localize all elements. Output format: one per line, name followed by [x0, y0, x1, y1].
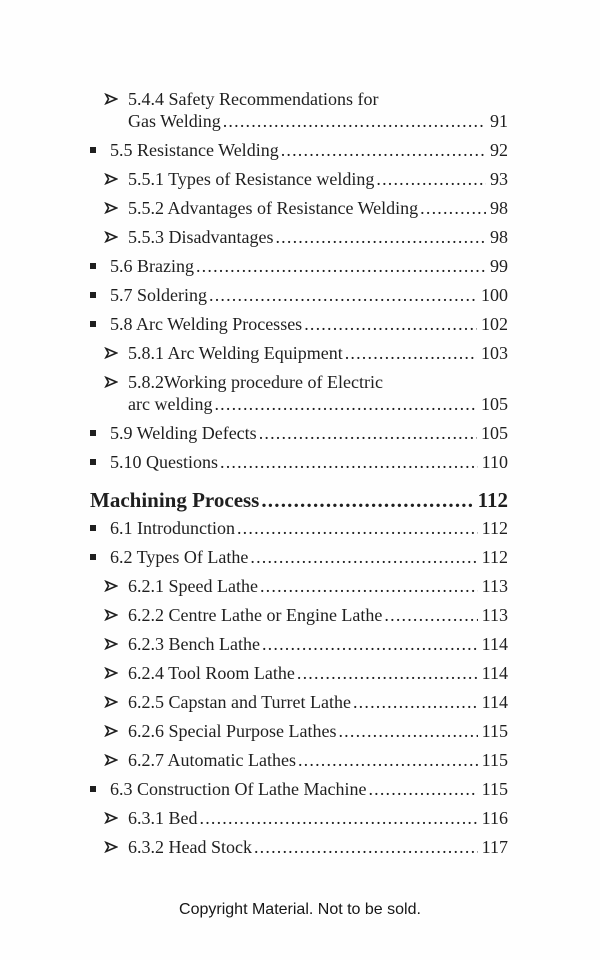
toc-entry-label: 6.2.4 Tool Room Lathe	[128, 663, 295, 683]
toc-entry-label: 5.5.3 Disadvantages	[128, 227, 274, 247]
toc-entry-label: 6.2 Types Of Lathe	[110, 547, 249, 567]
toc-entry-label: 6.2.3 Bench Lathe	[128, 634, 260, 654]
dot-leader	[275, 226, 486, 248]
toc-entry-label: 5.5.2 Advantages of Resistance Welding	[128, 198, 419, 218]
toc-entry-label: 6.2.7 Automatic Lathes	[128, 750, 296, 770]
toc-entry[interactable]	[0, 88, 508, 132]
toc-entry-label: 5.6 Brazing	[110, 256, 194, 276]
toc-entry-page: 105	[481, 423, 508, 443]
toc-entry-label: 5.8 Arc Welding Processes	[110, 314, 303, 334]
arrow-bullet-icon	[104, 580, 118, 592]
dot-leader	[223, 110, 486, 132]
toc-entry-page: 114	[481, 663, 508, 683]
arrow-bullet-icon	[104, 93, 118, 105]
toc-entry-page: 115	[481, 750, 508, 770]
square-bullet-icon	[90, 554, 96, 560]
toc-entry-label: 6.3.2 Head Stock	[128, 837, 252, 857]
dot-leader	[209, 284, 477, 306]
dot-leader	[220, 451, 478, 473]
toc-entry-label: 5.8.1 Arc Welding Equipment	[128, 343, 343, 363]
toc-entry[interactable]	[0, 633, 508, 655]
toc-entry[interactable]	[0, 168, 508, 190]
dot-leader	[376, 168, 486, 190]
toc-entry-label: 6.2.2 Centre Lathe or Engine Lathe	[128, 605, 383, 625]
dot-leader	[345, 342, 477, 364]
toc-entry-page: 93	[490, 169, 508, 189]
toc-entry[interactable]	[0, 451, 508, 473]
arrow-bullet-icon	[104, 231, 118, 243]
toc-entry-page: 117	[481, 837, 508, 857]
arrow-bullet-icon	[104, 202, 118, 214]
dot-leader	[384, 604, 477, 626]
toc-entry-label: Machining Process	[90, 488, 260, 512]
toc-entry[interactable]	[0, 807, 508, 829]
dot-leader	[250, 546, 477, 568]
toc-entry[interactable]	[0, 313, 508, 335]
toc-entry-page: 116	[481, 808, 508, 828]
arrow-bullet-icon	[104, 173, 118, 185]
dot-leader	[196, 255, 486, 277]
toc-entry[interactable]	[0, 662, 508, 684]
toc-entry-page: 112	[481, 547, 508, 567]
toc-entry[interactable]	[0, 284, 508, 306]
toc-entry-label: 6.1 Introdunction	[110, 518, 235, 538]
dot-leader	[254, 836, 478, 858]
toc-entry[interactable]	[0, 488, 508, 513]
dot-leader	[259, 422, 477, 444]
dot-leader	[262, 633, 478, 655]
dot-leader	[297, 662, 478, 684]
toc-entry[interactable]	[0, 139, 508, 161]
dot-leader	[260, 575, 478, 597]
square-bullet-icon	[90, 459, 96, 465]
square-bullet-icon	[90, 321, 96, 327]
toc-entry[interactable]	[0, 197, 508, 219]
dot-leader	[237, 517, 478, 539]
square-bullet-icon	[90, 430, 96, 436]
toc-entry[interactable]	[0, 226, 508, 248]
dot-leader	[200, 807, 478, 829]
toc-entry-label: 6.3.1 Bed	[128, 808, 198, 828]
square-bullet-icon	[90, 292, 96, 298]
dot-leader	[304, 313, 477, 335]
toc-entry-page: 100	[481, 285, 508, 305]
arrow-bullet-icon	[104, 841, 118, 853]
arrow-bullet-icon	[104, 812, 118, 824]
dot-leader	[261, 488, 473, 513]
toc-entry-page: 98	[490, 198, 508, 218]
toc-entry-label: 6.2.1 Speed Lathe	[128, 576, 258, 596]
dot-leader	[214, 393, 477, 415]
dot-leader	[353, 691, 478, 713]
dot-leader	[298, 749, 478, 771]
toc-list	[0, 88, 600, 865]
toc-entry[interactable]	[0, 691, 508, 713]
toc-entry-label: 6.2.5 Capstan and Turret Lathe	[128, 692, 351, 712]
toc-entry[interactable]	[0, 749, 508, 771]
toc-entry-label: 5.9 Welding Defects	[110, 423, 257, 443]
toc-entry-label: 5.7 Soldering	[110, 285, 207, 305]
arrow-bullet-icon	[104, 609, 118, 621]
toc-entry[interactable]	[0, 517, 508, 539]
toc-entry-page: 113	[481, 605, 508, 625]
toc-entry-page: 105	[481, 394, 508, 414]
square-bullet-icon	[90, 263, 96, 269]
toc-entry-page: 91	[490, 111, 508, 131]
toc-entry[interactable]	[0, 604, 508, 626]
toc-entry-label: 6.3 Construction Of Lathe Machine	[110, 779, 367, 799]
square-bullet-icon	[90, 786, 96, 792]
toc-entry-page: 103	[481, 343, 508, 363]
toc-entry-page: 112	[477, 488, 508, 512]
arrow-bullet-icon	[104, 696, 118, 708]
toc-entry-page: 92	[490, 140, 508, 160]
toc-entry[interactable]	[0, 720, 508, 742]
toc-entry-label: 5.5.1 Types of Resistance welding	[128, 169, 375, 189]
toc-entry-page: 112	[481, 518, 508, 538]
square-bullet-icon	[90, 147, 96, 153]
toc-entry-label: 5.10 Questions	[110, 452, 218, 472]
arrow-bullet-icon	[104, 376, 118, 388]
toc-entry-label: 6.2.6 Special Purpose Lathes	[128, 721, 337, 741]
toc-entry-page: 99	[490, 256, 508, 276]
toc-entry-page: 115	[481, 721, 508, 741]
toc-entry[interactable]	[0, 422, 508, 444]
arrow-bullet-icon	[104, 754, 118, 766]
toc-entry[interactable]	[0, 836, 508, 858]
square-bullet-icon	[90, 525, 96, 531]
arrow-bullet-icon	[104, 667, 118, 679]
toc-entry-page: 98	[490, 227, 508, 247]
dot-leader	[338, 720, 477, 742]
footer-note: Copyright Material. Not to be sold.	[179, 901, 421, 918]
dot-leader	[420, 197, 486, 219]
arrow-bullet-icon	[104, 347, 118, 359]
toc-entry[interactable]	[0, 778, 508, 800]
toc-entry-label-line2: Gas Welding	[128, 111, 221, 131]
toc-entry[interactable]	[0, 546, 508, 568]
toc-entry-page: 114	[481, 634, 508, 654]
arrow-bullet-icon	[104, 638, 118, 650]
toc-entry-page: 113	[481, 576, 508, 596]
toc-entry-label: 5.4.4 Safety Recommendations for	[128, 89, 379, 109]
dot-leader	[368, 778, 477, 800]
toc-entry-page: 110	[481, 452, 508, 472]
toc-entry[interactable]	[0, 255, 508, 277]
toc-entry-page: 114	[481, 692, 508, 712]
toc-entry[interactable]	[0, 342, 508, 364]
dot-leader	[281, 139, 486, 161]
toc-entry-page: 115	[481, 779, 508, 799]
toc-entry-label-line2: arc welding	[128, 394, 213, 414]
toc-entry-label: 5.5 Resistance Welding	[110, 140, 279, 160]
toc-entry-page: 102	[481, 314, 508, 334]
toc-entry[interactable]	[0, 371, 508, 415]
toc-entry-label: 5.8.2Working procedure of Electric	[128, 372, 383, 392]
toc-entry[interactable]	[0, 575, 508, 597]
arrow-bullet-icon	[104, 725, 118, 737]
